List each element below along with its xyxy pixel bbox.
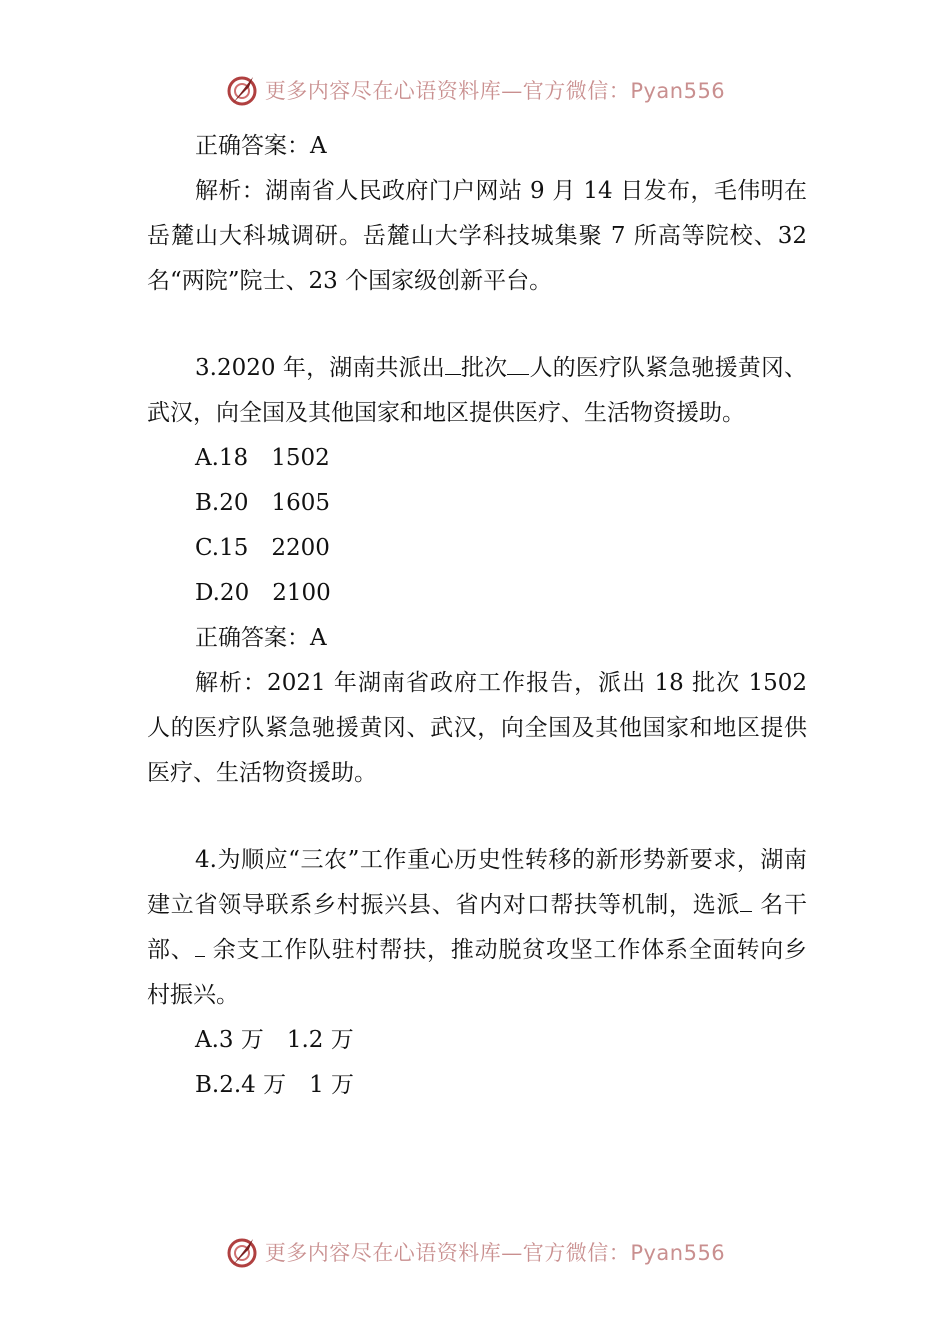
banner-text: 更多内容尽在心语资料库—官方微信：Pyan556 (264, 1241, 726, 1265)
quill-circle-logo-icon (225, 73, 259, 107)
wechat-id: Pyan556 (630, 1241, 726, 1265)
document-body (147, 124, 807, 1108)
analysis-paragraph: 解析：湖南省人民政府门户网站 9 月 14 日发布，毛伟明在岳麓山大科城调研。岳麓山大学科技城集聚 7 所高等院校、32 名“两院”院士、23 个国家级创新平台。 (147, 178, 807, 294)
question-3-stem: 3.2020 年，湖南共派出 批次 人的医疗队紧急驰援黄冈、武汉，向全国及其他国家和地区提供医疗、生活物资援助。 (147, 355, 807, 426)
answer-line: 正确答案：A (195, 133, 327, 159)
header-banner (0, 70, 950, 110)
option-a: A.3 万 1.2 万 (195, 1027, 354, 1053)
quill-circle-logo-icon (225, 1235, 259, 1269)
footer-banner (0, 1232, 950, 1272)
banner-text: 更多内容尽在心语资料库—官方微信：Pyan556 (264, 79, 726, 103)
question-4-stem: 4.为顺应“三农”工作重心历史性转移的新形势新要求，湖南建立省领导联系乡村振兴县、省内对口帮扶等机制，选派 名干部、 余支工作队驻村帮扶，推动脱贫攻坚工作体系全面转向乡村振兴。 (147, 847, 807, 1008)
blank (740, 910, 752, 912)
option-c: C.15 2200 (195, 535, 330, 561)
blank (445, 373, 461, 375)
option-d: D.20 2100 (195, 580, 331, 606)
option-a: A.18 1502 (195, 445, 330, 471)
option-b: B.20 1605 (195, 490, 331, 516)
option-b: B.2.4 万 1 万 (195, 1072, 355, 1098)
blank (507, 373, 529, 375)
blank (195, 955, 205, 957)
answer-line: 正确答案：A (195, 625, 327, 651)
wechat-id: Pyan556 (630, 79, 726, 103)
analysis-paragraph: 解析：2021 年湖南省政府工作报告，派出 18 批次 1502 人的医疗队紧急驰援黄冈、武汉，向全国及其他国家和地区提供医疗、生活物资援助。 (147, 670, 807, 786)
